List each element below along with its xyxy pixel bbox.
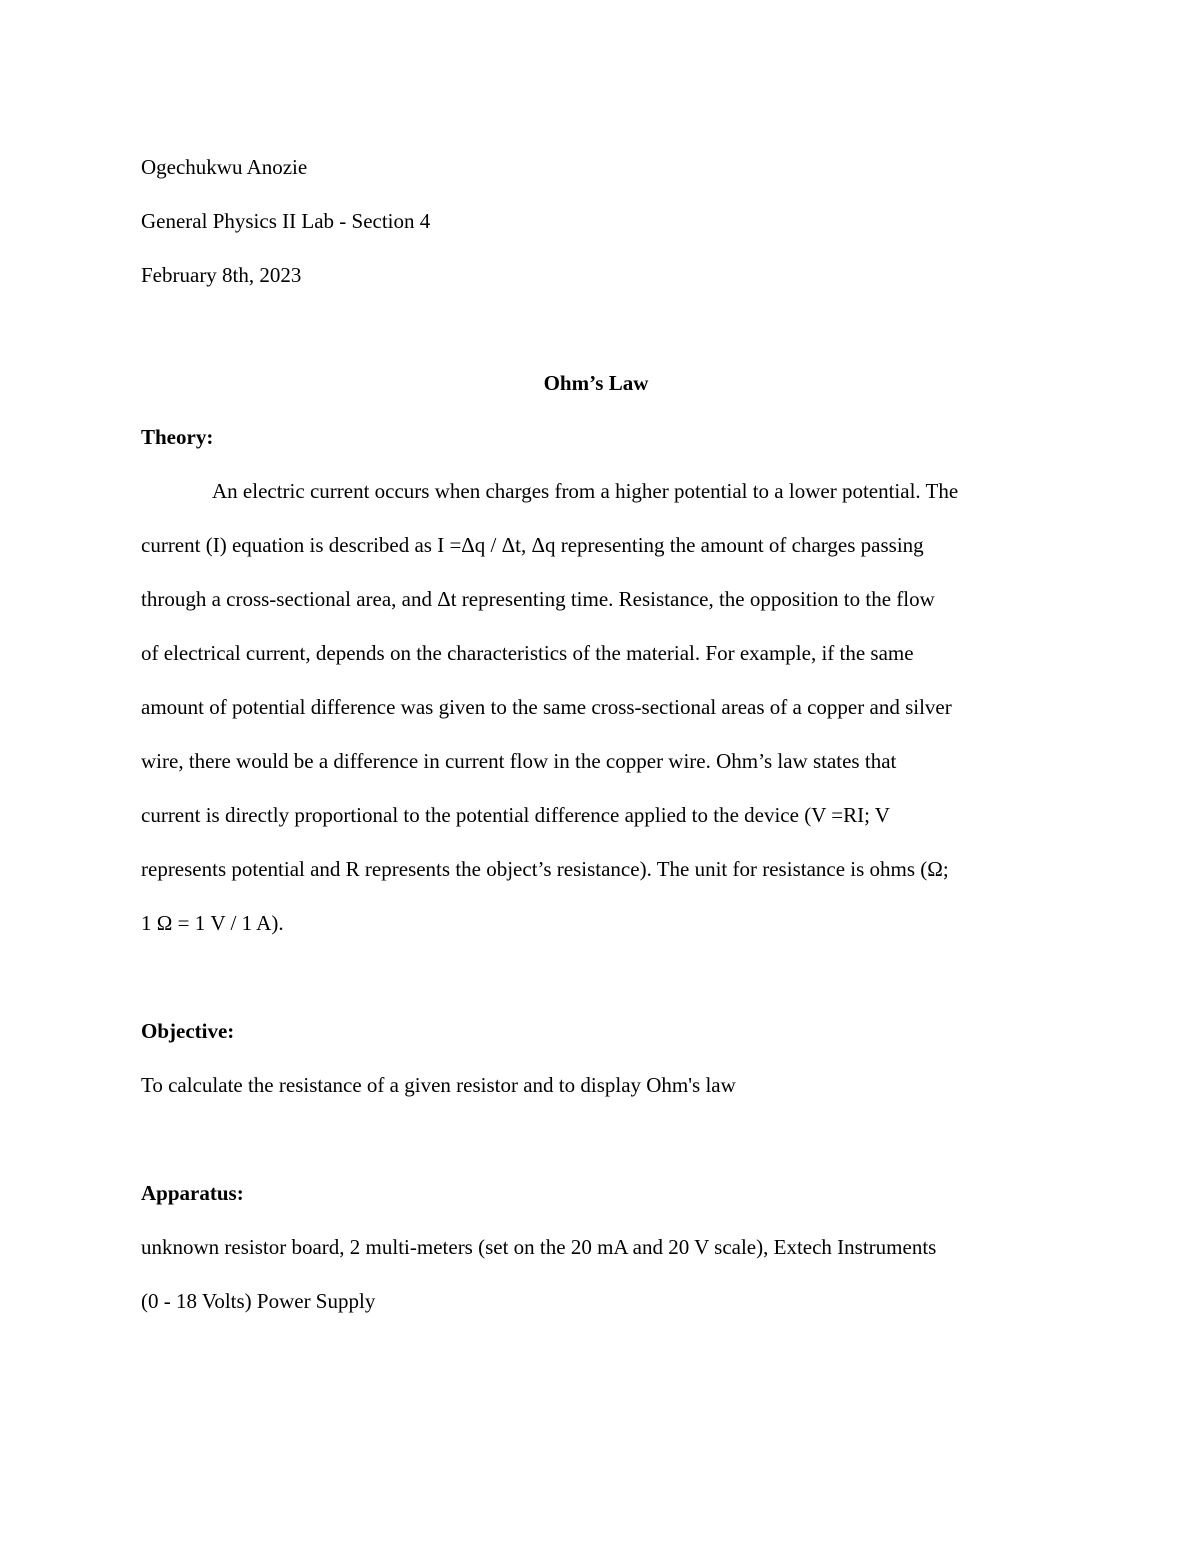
- theory-heading: Theory:: [141, 425, 214, 449]
- apparatus-heading: Apparatus:: [141, 1181, 244, 1205]
- course-name: General Physics II Lab - Section 4: [141, 209, 431, 233]
- document-title: Ohm’s Law: [543, 371, 649, 395]
- theory-line: of electrical current, depends on the characteristics of the material. For example, if the same: [141, 641, 914, 665]
- theory-line: current is directly proportional to the potential difference applied to the device (V =RI; V: [141, 803, 890, 827]
- spacer: [141, 302, 1051, 356]
- theory-line: 1 Ω = 1 V / 1 A).: [141, 911, 284, 935]
- document-date: February 8th, 2023: [141, 263, 302, 287]
- theory-line: wire, there would be a difference in current flow in the copper wire. Ohm’s law states that: [141, 749, 897, 773]
- theory-line: through a cross-sectional area, and Δt representing time. Resistance, the opposition to the flow: [141, 587, 935, 611]
- objective-heading: Objective:: [141, 1019, 235, 1043]
- objective-text: To calculate the resistance of a given resistor and to display Ohm's law: [141, 1073, 736, 1097]
- apparatus-line: unknown resistor board, 2 multi-meters (set on the 20 mA and 20 V scale), Extech Instruments: [141, 1235, 937, 1259]
- theory-line: represents potential and R represents the object’s resistance). The unit for resistance is ohms (Ω;: [141, 857, 949, 881]
- theory-line: An electric current occurs when charges from a higher potential to a lower potential. The: [212, 479, 959, 503]
- theory-paragraph: [141, 464, 1051, 950]
- document-content: [141, 140, 1051, 1328]
- theory-line: current (I) equation is described as I =Δq / Δt, Δq representing the amount of charges passing: [141, 533, 924, 557]
- spacer: [141, 950, 1051, 1004]
- theory-line: amount of potential difference was given to the same cross-sectional areas of a copper and silver: [141, 695, 952, 719]
- author-name: Ogechukwu Anozie: [141, 155, 308, 179]
- spacer: [141, 1112, 1051, 1166]
- apparatus-line: (0 - 18 Volts) Power Supply: [141, 1289, 376, 1313]
